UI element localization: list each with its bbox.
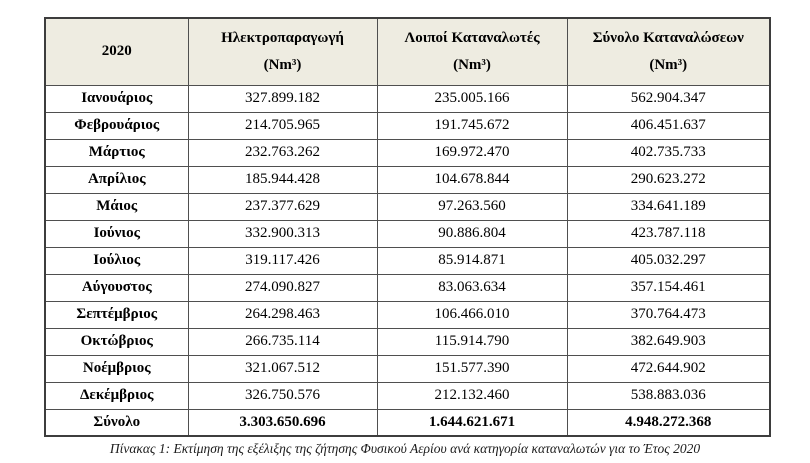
power-value-cell: 319.117.426 (188, 247, 377, 274)
column-header-other (377, 18, 567, 85)
power-value-cell: 232.763.262 (188, 139, 377, 166)
column-header-other-label: Λοιποί Καταναλωτές (404, 29, 540, 46)
total-row-total: 4.948.272.368 (567, 409, 770, 436)
year-header-cell: 2020 (45, 18, 188, 85)
total-value-cell: 405.032.297 (567, 247, 770, 274)
power-value-cell: 332.900.313 (188, 220, 377, 247)
other-value-cell: 191.745.672 (377, 112, 567, 139)
total-row-other: 1.644.621.671 (377, 409, 567, 436)
power-value-cell: 327.899.182 (188, 85, 377, 112)
total-value-cell: 370.764.473 (567, 301, 770, 328)
total-row-label: Σύνολο (45, 409, 188, 436)
month-cell: Ιούλιος (45, 247, 188, 274)
other-value-cell: 104.678.844 (377, 166, 567, 193)
power-value-cell: 237.377.629 (188, 193, 377, 220)
total-value-cell: 357.154.461 (567, 274, 770, 301)
column-header-total-unit: (Nm³) (649, 57, 688, 74)
other-value-cell: 169.972.470 (377, 139, 567, 166)
column-header-power (188, 18, 377, 85)
table-total-row (45, 409, 770, 436)
table-row-december (45, 382, 770, 409)
power-value-cell: 185.944.428 (188, 166, 377, 193)
total-row-power: 3.303.650.696 (188, 409, 377, 436)
table-row-june (45, 220, 770, 247)
power-value-cell: 264.298.463 (188, 301, 377, 328)
column-header-other-unit: (Nm³) (453, 57, 491, 74)
table-row-july (45, 247, 770, 274)
power-value-cell: 214.705.965 (188, 112, 377, 139)
total-value-cell: 562.904.347 (567, 85, 770, 112)
table-row-january (45, 85, 770, 112)
table-header (45, 18, 770, 85)
column-header-power-label: Ηλεκτροπαραγωγή (221, 29, 344, 46)
table-row-november (45, 355, 770, 382)
month-cell: Αύγουστος (45, 274, 188, 301)
month-cell: Απρίλιος (45, 166, 188, 193)
other-value-cell: 83.063.634 (377, 274, 567, 301)
column-header-power-unit: (Nm³) (263, 57, 302, 74)
total-value-cell: 406.451.637 (567, 112, 770, 139)
table-caption: Πίνακας 1: Εκτίμηση της εξέλιξης της ζήτησης Φυσικού Αερίου ανά κατηγορία καταναλωτών για το Έτος 2020 (109, 441, 701, 456)
table-row-april (45, 166, 770, 193)
power-value-cell: 266.735.114 (188, 328, 377, 355)
table-row-september (45, 301, 770, 328)
other-value-cell: 235.005.166 (377, 85, 567, 112)
other-value-cell: 106.466.010 (377, 301, 567, 328)
table-row-august (45, 274, 770, 301)
month-cell: Ιανουάριος (45, 85, 188, 112)
table-row-may (45, 193, 770, 220)
table-row-march (45, 139, 770, 166)
month-cell: Δεκέμβριος (45, 382, 188, 409)
column-header-total (567, 18, 770, 85)
month-cell: Μάιος (45, 193, 188, 220)
header-row (45, 18, 770, 85)
table-body (45, 85, 770, 436)
other-value-cell: 151.577.390 (377, 355, 567, 382)
gas-demand-table (44, 17, 771, 437)
column-header-total-label: Σύνολο Καταναλώσεων (592, 29, 744, 46)
other-value-cell: 90.886.804 (377, 220, 567, 247)
total-value-cell: 538.883.036 (567, 382, 770, 409)
other-value-cell: 212.132.460 (377, 382, 567, 409)
gas-demand-table-container (44, 17, 769, 437)
total-value-cell: 382.649.903 (567, 328, 770, 355)
month-cell: Ιούνιος (45, 220, 188, 247)
month-cell: Οκτώβριος (45, 328, 188, 355)
table-row-february (45, 112, 770, 139)
other-value-cell: 97.263.560 (377, 193, 567, 220)
power-value-cell: 326.750.576 (188, 382, 377, 409)
month-cell: Νοέμβριος (45, 355, 188, 382)
total-value-cell: 423.787.118 (567, 220, 770, 247)
total-value-cell: 290.623.272 (567, 166, 770, 193)
power-value-cell: 321.067.512 (188, 355, 377, 382)
power-value-cell: 274.090.827 (188, 274, 377, 301)
total-value-cell: 334.641.189 (567, 193, 770, 220)
total-value-cell: 402.735.733 (567, 139, 770, 166)
month-cell: Μάρτιος (45, 139, 188, 166)
other-value-cell: 115.914.790 (377, 328, 567, 355)
month-cell: Φεβρουάριος (45, 112, 188, 139)
other-value-cell: 85.914.871 (377, 247, 567, 274)
month-cell: Σεπτέμβριος (45, 301, 188, 328)
table-row-october (45, 328, 770, 355)
total-value-cell: 472.644.902 (567, 355, 770, 382)
